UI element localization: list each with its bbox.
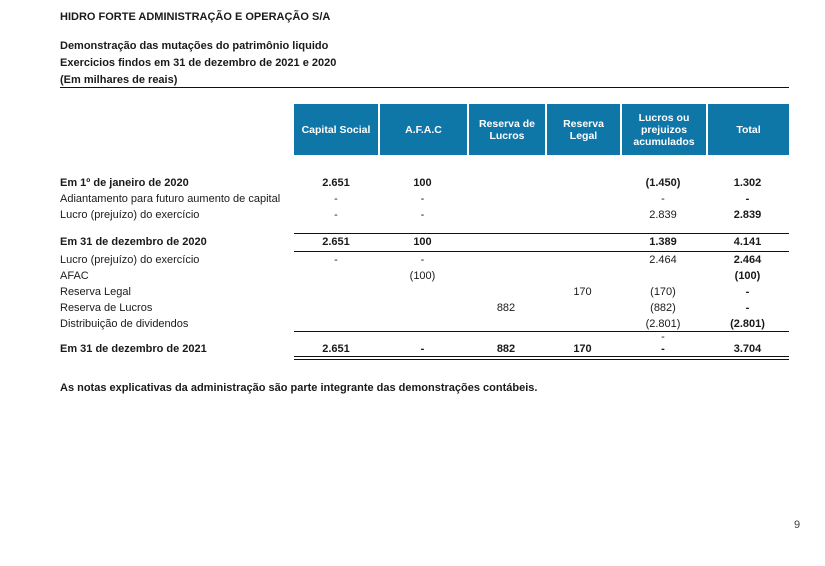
row-label: Reserva de Lucros [60, 301, 153, 314]
cell-value: (170) [650, 285, 676, 298]
cell-value: - [745, 285, 750, 298]
cell-value: - [661, 192, 665, 205]
cell-value: - [420, 192, 425, 205]
cell-value: (100) [409, 269, 436, 282]
table-row [60, 341, 789, 357]
cell-value: 882 [496, 301, 516, 314]
table-row [60, 252, 789, 268]
cell-value: - [334, 208, 338, 221]
row-label: Em 31 de dezembro de 2021 [60, 342, 207, 355]
statement-period: Exercicios findos em 31 de dezembro de 2021 e 2020 [60, 57, 337, 69]
cell-value: 2.839 [733, 208, 762, 221]
row-label: Distribuição de dividendos [60, 317, 189, 330]
cell-value: - [745, 301, 750, 314]
row-label: AFAC [60, 269, 89, 282]
cell-value: - [334, 253, 338, 266]
cell-value: 3.704 [733, 342, 762, 355]
cell-value: 2.651 [322, 342, 350, 355]
cell-value: (2.801) [645, 317, 681, 330]
header-spacer-cell [60, 104, 294, 155]
row-label: Em 31 de dezembro de 2020 [60, 236, 207, 248]
page-number: 9 [794, 519, 801, 531]
units-note: (Em milhares de reais) [60, 74, 178, 86]
row-label: Lucro (prejuízo) do exercício [60, 208, 200, 221]
table-row [60, 284, 789, 300]
cell-value: - [745, 192, 750, 205]
equity-statement-table [60, 104, 789, 357]
column-header-capital-social: Capital Social [294, 104, 378, 155]
cell-value: 100 [413, 236, 432, 248]
cell-value: (100) [734, 269, 761, 282]
table-row [60, 316, 789, 332]
header-rule [60, 87, 789, 88]
table-row [60, 233, 789, 252]
footnote: As notas explicativas da administração são parte integrante das demonstrações contábeis. [60, 382, 538, 394]
cell-value: (882) [650, 301, 676, 314]
statement-title: Demonstração das mutações do patrimônio liquido [60, 40, 329, 52]
column-header-afac: A.F.A.C [378, 104, 467, 155]
cell-value: 170 [573, 285, 592, 298]
column-header-lucros-prejuizos: Lucros ou prejuizos acumulados [620, 104, 706, 155]
cell-value: 2.464 [733, 253, 762, 266]
cell-value: 882 [496, 342, 516, 355]
cell-value: - [661, 331, 665, 343]
cell-value: - [420, 253, 425, 266]
row-label: Lucro (prejuízo) do exercício [60, 253, 200, 266]
column-header-reserva-de-lucros: Reserva de Lucros [467, 104, 545, 155]
cell-value: (2.801) [730, 317, 765, 330]
cell-value: 4.141 [733, 236, 762, 248]
cell-value: 2.464 [649, 253, 677, 266]
table-row [60, 191, 789, 207]
column-header-reserva-legal: Reserva Legal [545, 104, 620, 155]
cell-value: 1.302 [733, 176, 762, 189]
table-row [60, 207, 789, 223]
column-header-total: Total [706, 104, 789, 155]
cell-value: - [334, 192, 338, 205]
row-label: Adiantamento para futuro aumento de capital [60, 192, 281, 205]
table-row [60, 300, 789, 316]
cell-value: 2.651 [322, 176, 350, 189]
row-label: Em 1º de janeiro de 2020 [60, 176, 189, 189]
cell-value: - [661, 342, 665, 355]
cell-value: 1.389 [649, 236, 677, 248]
cell-value: - [420, 208, 425, 221]
cell-value: 2.839 [649, 208, 677, 221]
company-name: HIDRO FORTE ADMINISTRAÇÃO E OPERAÇÃO S/A [60, 11, 331, 23]
table-header-row [60, 104, 789, 155]
cell-value: 100 [413, 176, 432, 189]
row-label: Reserva Legal [60, 285, 131, 298]
table-row [60, 175, 789, 191]
cell-value: (1.450) [645, 176, 681, 189]
cell-value: 2.651 [322, 236, 350, 248]
table-row [60, 332, 789, 341]
table-row [60, 268, 789, 284]
cell-value: 170 [573, 342, 592, 355]
cell-value: - [420, 342, 425, 355]
